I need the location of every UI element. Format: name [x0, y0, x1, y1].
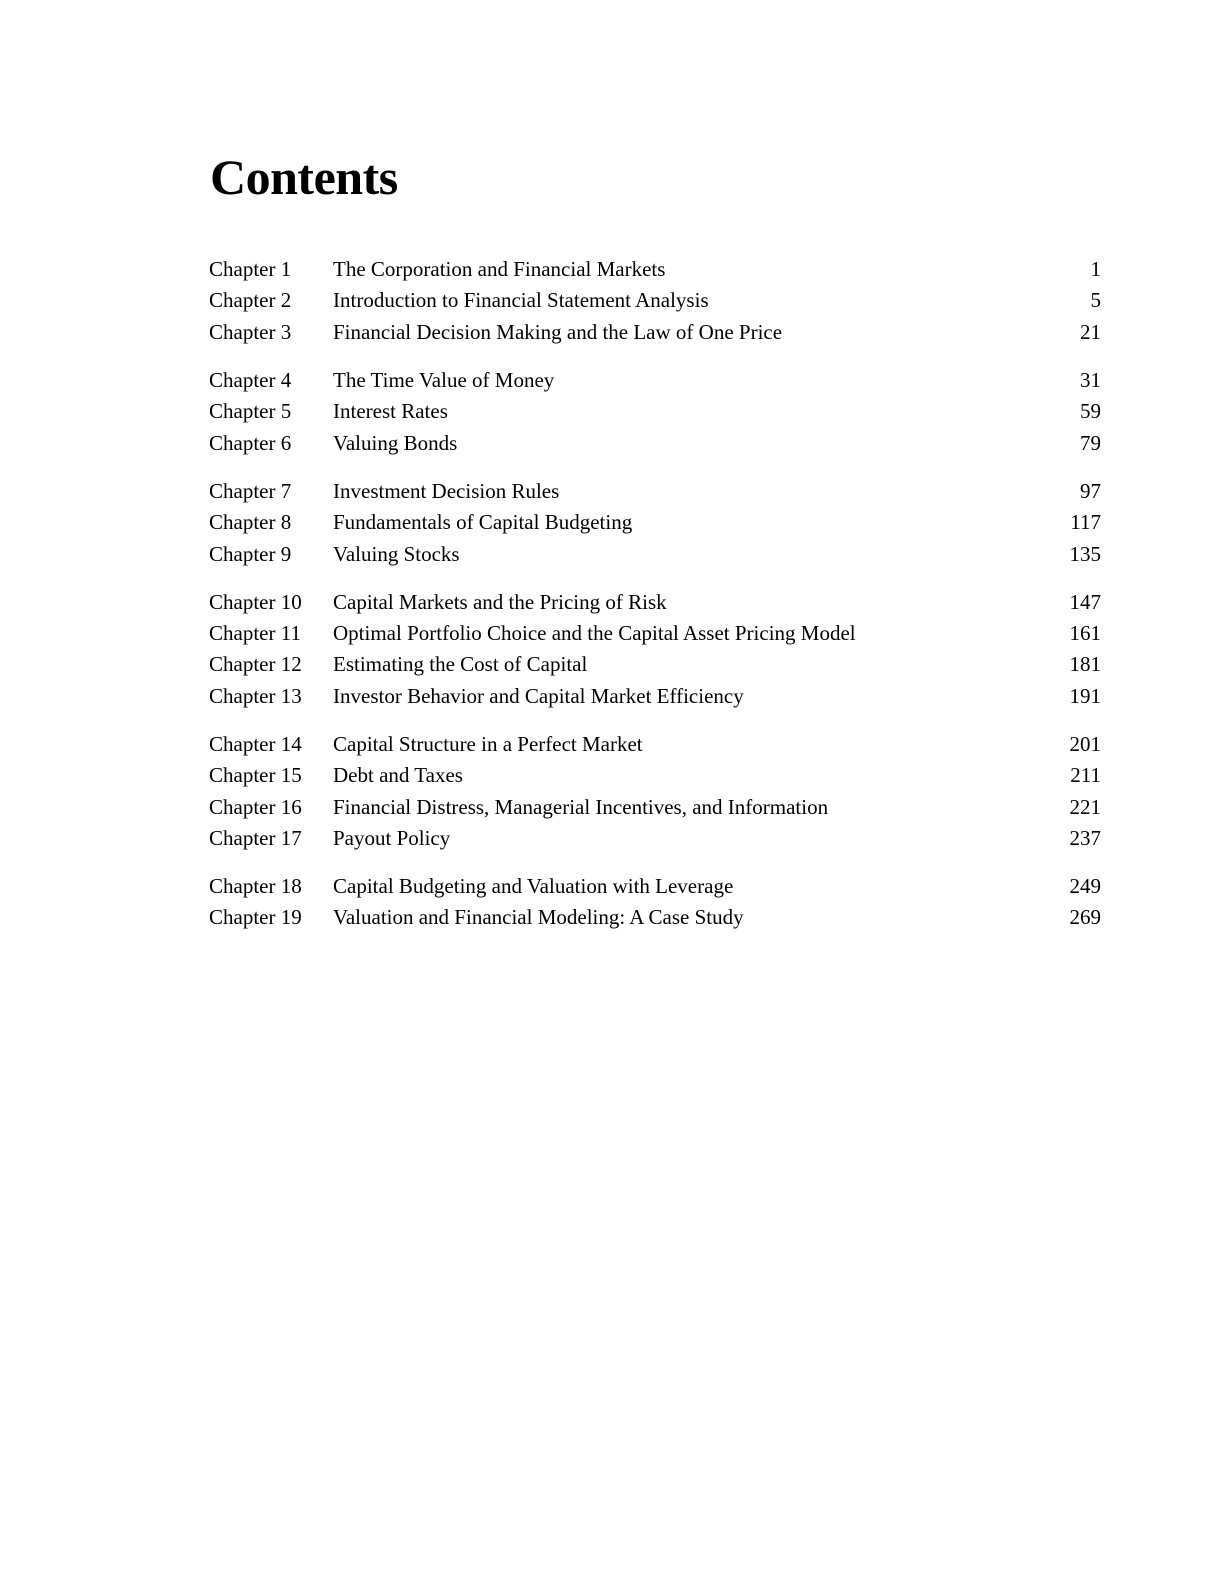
page-title: Contents [210, 149, 398, 205]
toc-page-number: 147 [1069, 589, 1101, 614]
toc-page-number: 1 [1090, 257, 1101, 282]
toc-chapter-number: Chapter 15 [209, 763, 302, 788]
toc-chapter-number: Chapter 8 [209, 510, 292, 535]
toc-chapter-title: Financial Decision Making and the Law of One Price [333, 319, 783, 344]
toc-chapter-title: Capital Structure in a Perfect Market [333, 732, 643, 756]
toc-chapter-title: Debt and Taxes [333, 763, 463, 788]
toc-chapter-number: Chapter 12 [209, 652, 302, 677]
toc-group [209, 587, 1101, 712]
toc-page-number: 181 [1069, 652, 1101, 677]
toc-chapter-number: Chapter 6 [209, 430, 292, 455]
toc-chapter-title: Valuing Stocks [333, 541, 460, 566]
toc-page-number: 249 [1069, 874, 1101, 899]
toc-chapter-title: Fundamentals of Capital Budgeting [333, 510, 633, 535]
toc-page-number: 237 [1069, 825, 1101, 850]
toc-chapter-number: Chapter 13 [209, 683, 302, 708]
toc-entry[interactable] [209, 285, 1101, 316]
toc-chapter-number: Chapter 2 [209, 288, 292, 313]
toc-chapter-title: Introduction to Financial Statement Analysis [333, 288, 709, 313]
toc-chapter-title: Valuing Bonds [333, 430, 458, 455]
toc-entry[interactable] [209, 681, 1101, 712]
toc-chapter-title: The Corporation and Financial Markets [333, 257, 666, 282]
toc-page-number: 211 [1070, 763, 1101, 788]
toc-entry[interactable] [209, 317, 1101, 348]
toc-chapter-title: Interest Rates [333, 399, 448, 424]
toc-chapter-number: Chapter 10 [209, 589, 302, 614]
toc-entry[interactable] [209, 396, 1101, 427]
toc-page-number: 161 [1069, 621, 1101, 646]
toc-chapter-title: Valuation and Financial Modeling: A Case Study [333, 905, 744, 930]
toc-chapter-number: Chapter 18 [209, 874, 302, 899]
toc-page-number: 221 [1069, 794, 1101, 819]
toc-chapter-number: Chapter 7 [209, 478, 292, 503]
toc-entry[interactable] [209, 649, 1101, 680]
toc-chapter-number: Chapter 4 [209, 368, 292, 393]
toc-chapter-title: Capital Markets and the Pricing of Risk [333, 589, 667, 614]
toc-entry[interactable] [209, 587, 1101, 618]
toc-page-number: 135 [1069, 541, 1101, 566]
toc-entry[interactable] [209, 507, 1101, 538]
toc-group [209, 871, 1101, 934]
toc-entry[interactable] [209, 618, 1101, 649]
toc-page-number: 79 [1080, 430, 1101, 455]
toc-entry[interactable] [209, 476, 1101, 507]
toc-page-number: 201 [1069, 732, 1101, 756]
toc-chapter-number: Chapter 11 [209, 621, 301, 646]
toc-chapter-title: Optimal Portfolio Choice and the Capital Asset Pricing Model [333, 621, 856, 646]
toc-chapter-number: Chapter 3 [209, 319, 292, 344]
toc-chapter-number: Chapter 5 [209, 399, 292, 424]
toc-chapter-number: Chapter 1 [209, 257, 292, 282]
toc-chapter-number: Chapter 16 [209, 794, 302, 819]
toc-entry[interactable] [209, 760, 1101, 791]
toc-entry[interactable] [209, 538, 1101, 569]
toc-entry[interactable] [209, 427, 1101, 458]
toc-chapter-title: Payout Policy [333, 825, 451, 850]
toc-page-number: 117 [1070, 510, 1101, 535]
toc-group [209, 476, 1101, 570]
toc-page-number: 31 [1080, 368, 1101, 393]
toc-entry[interactable] [209, 871, 1101, 902]
toc-group [209, 365, 1101, 459]
toc-page-number: 21 [1080, 319, 1101, 344]
toc-chapter-number: Chapter 9 [209, 541, 292, 566]
toc-chapter-number: Chapter 19 [209, 905, 302, 930]
toc-entry[interactable] [209, 365, 1101, 396]
toc-entry[interactable] [209, 823, 1101, 854]
toc-page-number: 97 [1080, 478, 1101, 503]
toc-entry[interactable] [209, 729, 1101, 760]
toc-page-number: 5 [1090, 288, 1101, 313]
toc-chapter-title: Estimating the Cost of Capital [333, 652, 588, 677]
table-of-contents [209, 254, 1101, 951]
toc-chapter-title: Investor Behavior and Capital Market Efficiency [333, 683, 744, 708]
toc-entry[interactable] [209, 254, 1101, 285]
toc-chapter-title: The Time Value of Money [333, 368, 555, 393]
toc-entry[interactable] [209, 902, 1101, 933]
toc-chapter-title: Investment Decision Rules [333, 478, 560, 503]
toc-chapter-title: Financial Distress, Managerial Incentives, and Information [333, 794, 829, 819]
toc-group [209, 254, 1101, 348]
toc-chapter-number: Chapter 14 [209, 732, 302, 756]
toc-page-number: 269 [1069, 905, 1101, 930]
toc-page-number: 59 [1080, 399, 1101, 424]
toc-chapter-number: Chapter 17 [209, 825, 302, 850]
toc-chapter-title: Capital Budgeting and Valuation with Leverage [333, 874, 734, 899]
toc-entry[interactable] [209, 791, 1101, 822]
toc-page-number: 191 [1069, 683, 1101, 708]
toc-group [209, 729, 1101, 854]
